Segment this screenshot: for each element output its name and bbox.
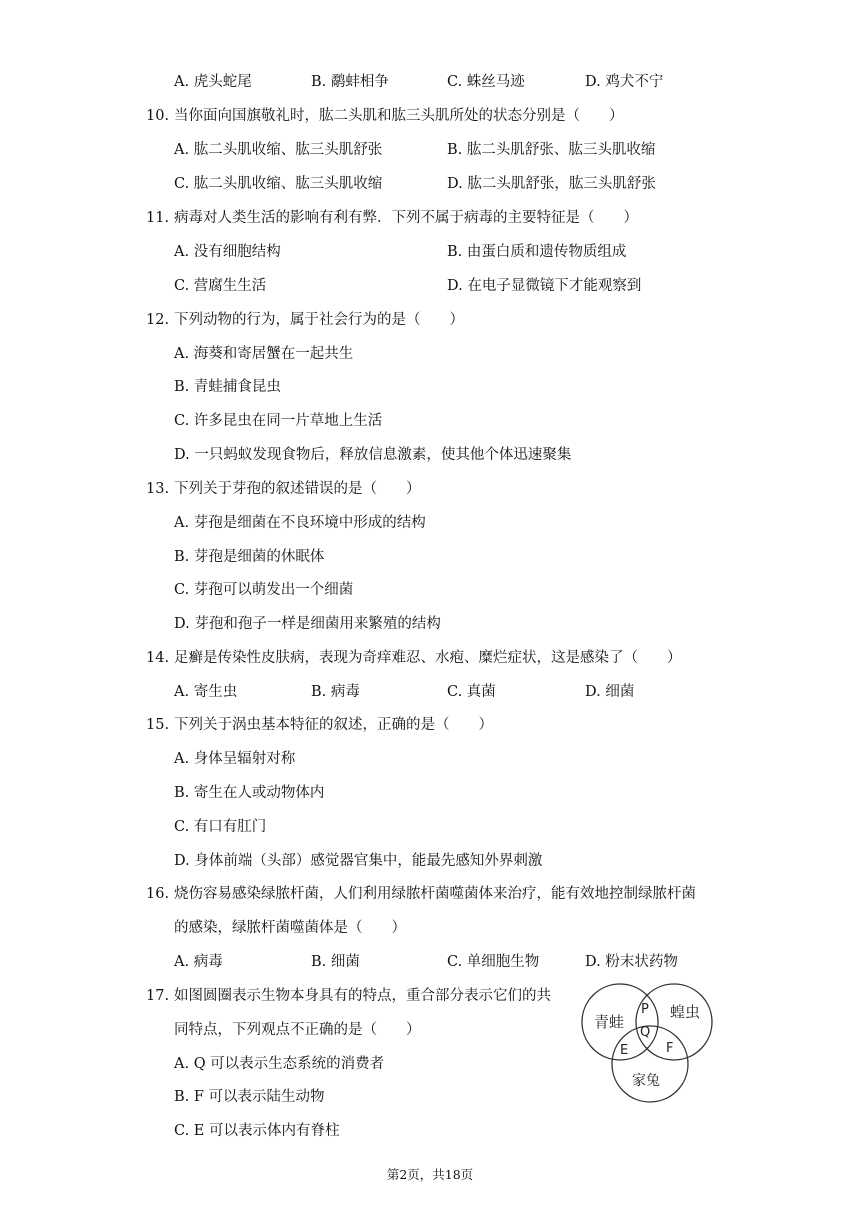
q14-option-b: B. 病毒 xyxy=(311,684,360,700)
question-stem-line-2: 的感染，绿脓杆菌噬菌体是（ ） xyxy=(174,920,406,936)
label-frog: 青蛙 xyxy=(594,1013,625,1031)
q9-option-c: C. 蛛丝马迹 xyxy=(447,74,525,90)
q12-option-c: C. 许多昆虫在同一片草地上生活 xyxy=(174,413,383,429)
q15-option-b: B. 寄生在人或动物体内 xyxy=(174,785,325,801)
question-number: 16. xyxy=(146,886,170,902)
q17-option-a: A. Q 可以表示生态系统的消费者 xyxy=(174,1056,385,1072)
question-stem-line-1: 烧伤容易感染绿脓杆菌，人们利用绿脓杆菌噬菌体来治疗，能有效地控制绿脓杆菌 xyxy=(174,886,696,902)
q15-option-d: D. 身体前端（头部）感觉器官集中，能最先感知外界刺激 xyxy=(174,853,543,869)
question-stem: 下列关于芽孢的叙述错误的是（ ） xyxy=(174,481,421,497)
question-11 xyxy=(146,208,638,228)
q13-option-a: A. 芽孢是细菌在不良环境中形成的结构 xyxy=(174,515,426,531)
circle-locust xyxy=(636,984,712,1060)
q15-option-c: C. 有口有肛门 xyxy=(174,819,267,835)
q16-option-c: C. 单细胞生物 xyxy=(447,954,540,970)
q17-option-b: B. F 可以表示陆生动物 xyxy=(174,1089,325,1105)
q11-option-c: C. 营腐生生活 xyxy=(174,278,267,294)
question-12 xyxy=(146,310,464,330)
question-stem-line-1: 如图圆圈表示生物本身具有的特点，重合部分表示它们的共 xyxy=(174,988,551,1004)
question-16 xyxy=(146,884,696,904)
question-number: 11. xyxy=(146,210,170,226)
question-14 xyxy=(146,648,682,668)
q14-option-d: D. 细菌 xyxy=(585,684,635,700)
q9-option-b: B. 鹬蚌相争 xyxy=(311,74,389,90)
q11-option-a: A. 没有细胞结构 xyxy=(174,244,281,260)
label-p: P xyxy=(641,1002,649,1017)
q10-option-a: A. 肱二头肌收缩、肱三头肌舒张 xyxy=(174,142,383,158)
q16-option-b: B. 细菌 xyxy=(311,954,360,970)
label-e: E xyxy=(620,1043,629,1058)
q16-option-a: A. 病毒 xyxy=(174,954,223,970)
question-13 xyxy=(146,479,421,499)
question-number: 12. xyxy=(146,312,170,328)
question-number: 15. xyxy=(146,717,170,733)
q14-option-c: C. 真菌 xyxy=(447,684,496,700)
question-17 xyxy=(146,986,551,1006)
q12-option-b: B. 青蛙捕食昆虫 xyxy=(174,379,281,395)
q9-option-d: D. 鸡犬不宁 xyxy=(585,74,664,90)
q13-option-d: D. 芽孢和孢子一样是细菌用来繁殖的结构 xyxy=(174,616,441,632)
q11-option-d: D. 在电子显微镜下才能观察到 xyxy=(447,278,642,294)
q10-option-c: C. 肱二头肌收缩、肱三头肌收缩 xyxy=(174,176,383,192)
q13-option-c: C. 芽孢可以萌发出一个细菌 xyxy=(174,582,354,598)
q17-option-c: C. E 可以表示体内有脊柱 xyxy=(174,1123,340,1139)
q13-option-b: B. 芽孢是细菌的休眠体 xyxy=(174,549,325,565)
q16-option-d: D. 粉末状药物 xyxy=(585,954,678,970)
question-stem: 下列关于涡虫基本特征的叙述，正确的是（ ） xyxy=(174,717,493,733)
question-10 xyxy=(146,106,624,126)
question-stem-line-2: 同特点，下列观点不正确的是（ ） xyxy=(174,1022,421,1038)
question-15 xyxy=(146,715,493,735)
question-number: 17. xyxy=(146,988,170,1004)
question-number: 14. xyxy=(146,650,170,666)
q10-option-b: B. 肱二头肌舒张、肱三头肌收缩 xyxy=(447,142,656,158)
question-stem: 病毒对人类生活的影响有利有弊．下列不属于病毒的主要特征是（ ） xyxy=(174,210,638,226)
q14-option-a: A. 寄生虫 xyxy=(174,684,238,700)
question-stem: 当你面向国旗敬礼时，肱二头肌和肱三头肌所处的状态分别是（ ） xyxy=(174,108,624,124)
q10-option-d: D. 肱二头肌舒张，肱三头肌舒张 xyxy=(447,176,656,192)
question-number: 10. xyxy=(146,108,170,124)
question-stem: 足癣是传染性皮肤病，表现为奇痒难忍、水疱、糜烂症状，这是感染了（ ） xyxy=(174,650,682,666)
q9-option-a: A. 虎头蛇尾 xyxy=(174,74,252,90)
venn-diagram xyxy=(578,982,718,1104)
label-f: F xyxy=(666,1041,674,1056)
q11-option-b: B. 由蛋白质和遗传物质组成 xyxy=(447,244,627,260)
label-locust: 蝗虫 xyxy=(670,1003,701,1021)
q15-option-a: A. 身体呈辐射对称 xyxy=(174,751,296,767)
page-footer: 第2页，共18页 xyxy=(386,1167,474,1182)
label-q: Q xyxy=(640,1025,651,1040)
q12-option-d: D. 一只蚂蚁发现食物后，释放信息激素，使其他个体迅速聚集 xyxy=(174,447,572,463)
label-rabbit: 家兔 xyxy=(632,1073,660,1089)
question-stem: 下列动物的行为，属于社会行为的是（ ） xyxy=(174,312,464,328)
q12-option-a: A. 海葵和寄居蟹在一起共生 xyxy=(174,346,354,362)
question-number: 13. xyxy=(146,481,170,497)
